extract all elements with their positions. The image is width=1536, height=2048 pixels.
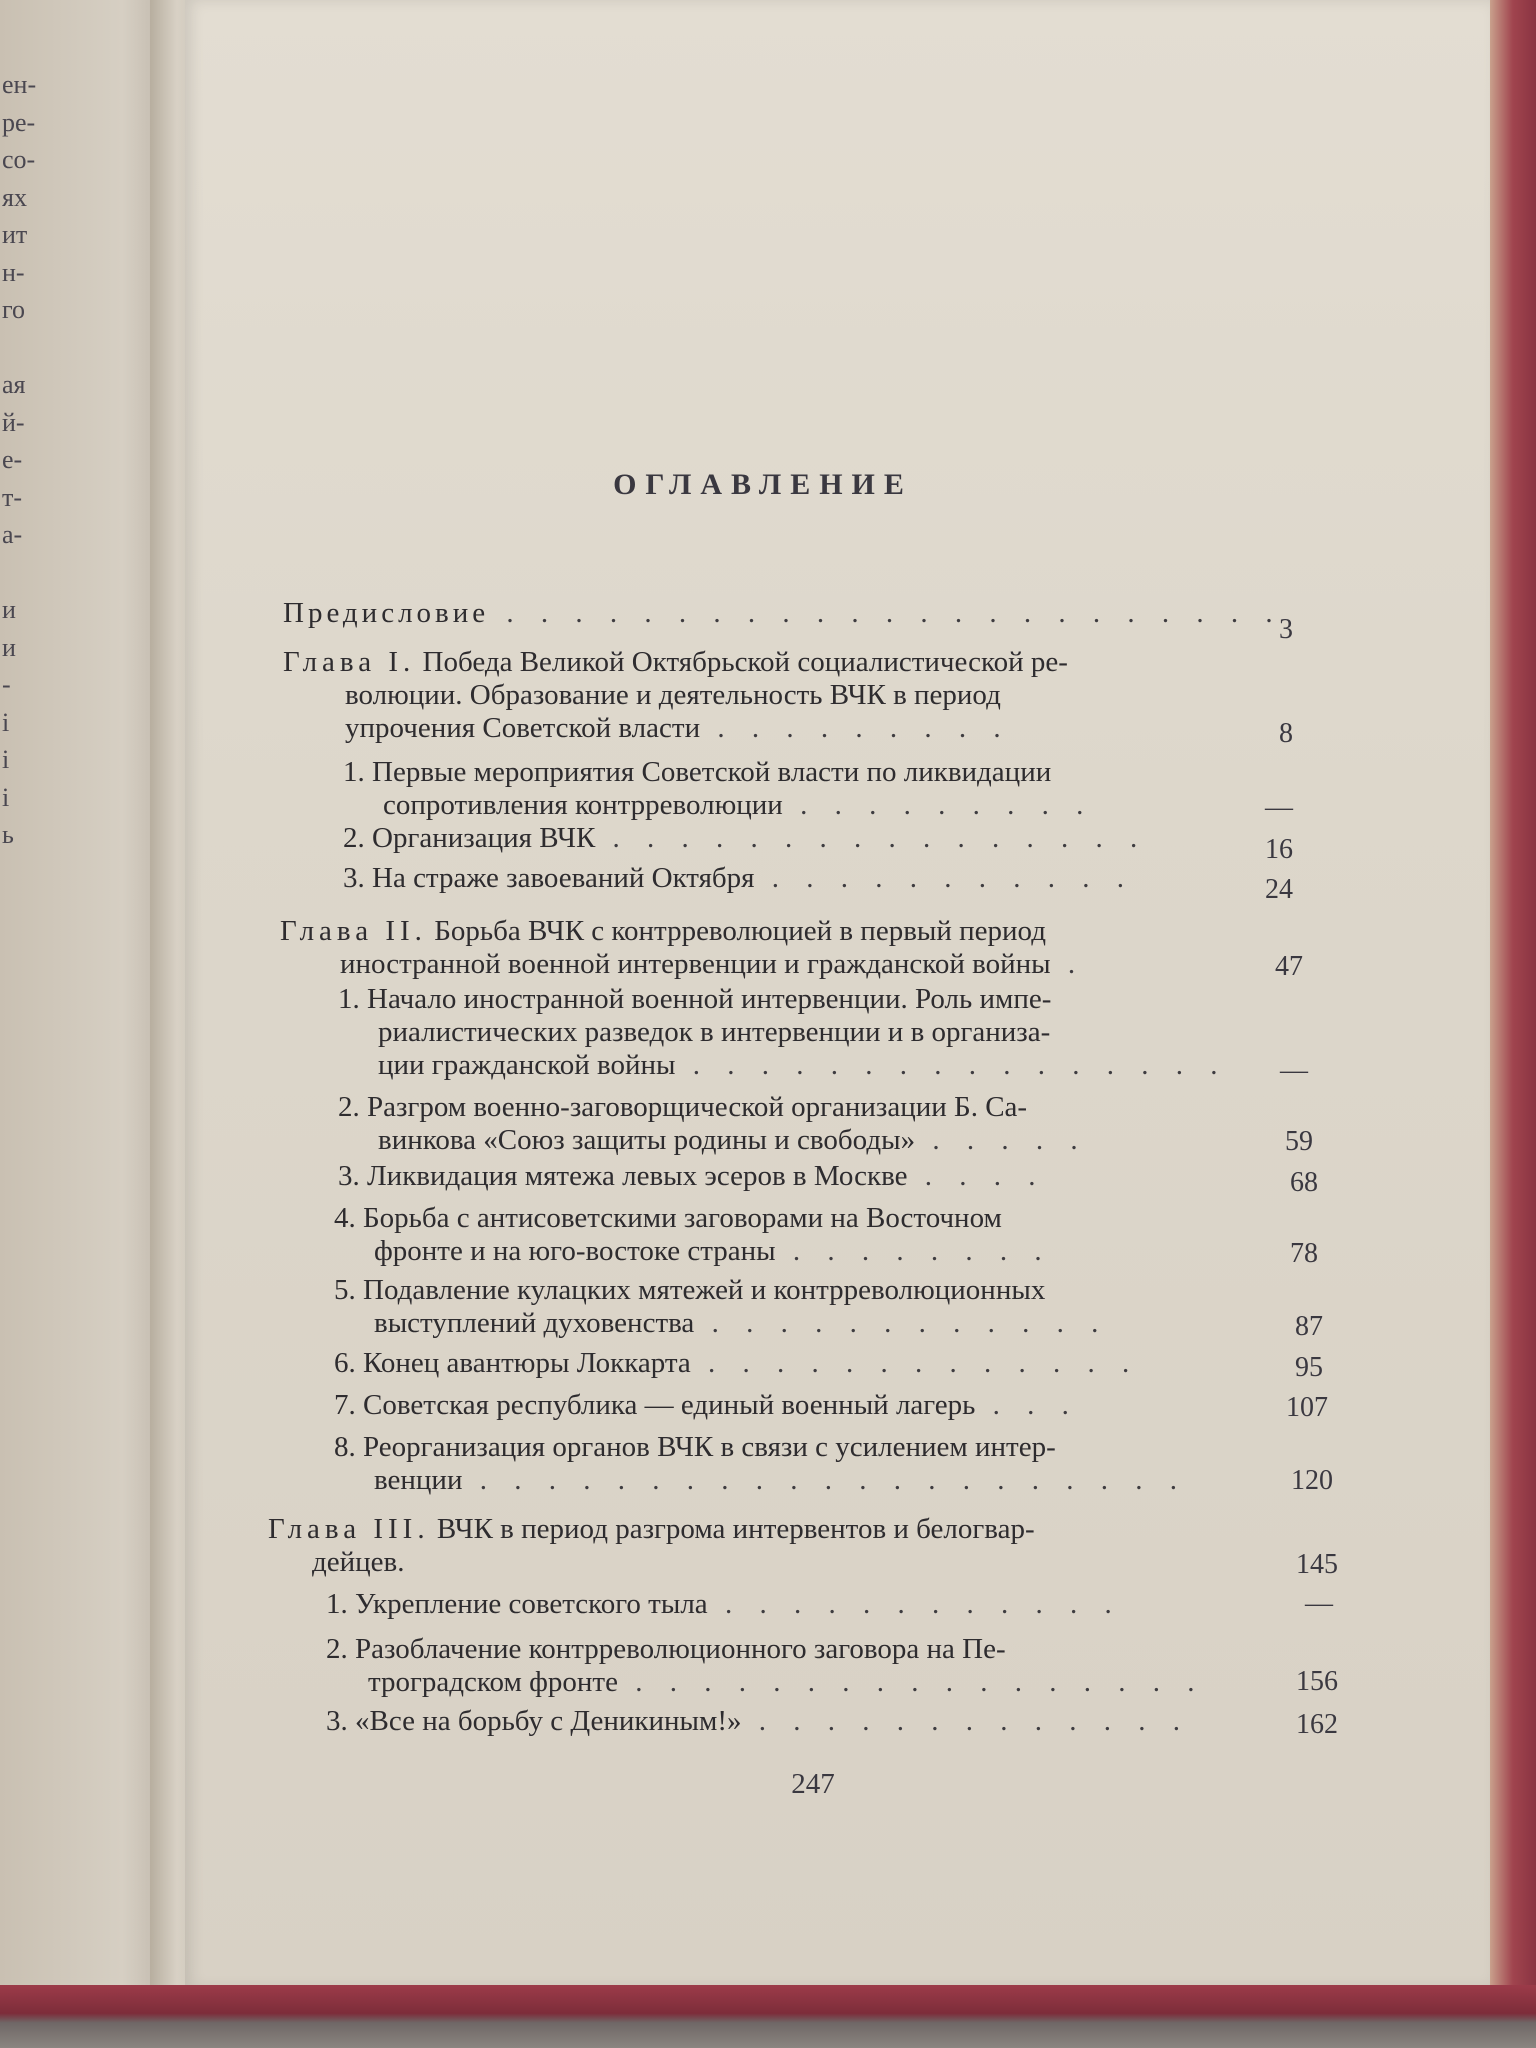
section-number: 6. xyxy=(334,1347,356,1379)
section-number: 2. xyxy=(343,822,365,854)
page-ref: — xyxy=(1265,792,1293,823)
section-number: 3. xyxy=(326,1705,348,1737)
fragment: а- xyxy=(2,520,23,549)
fragment: го xyxy=(2,295,26,324)
section-number: 8. xyxy=(334,1431,356,1463)
section-title-line: Разоблачение контрреволюционного заговора на Пе- xyxy=(355,1633,1006,1665)
section-title-line: троградском фронте xyxy=(368,1666,618,1698)
book-cover-edge xyxy=(1490,0,1536,2048)
chapter-prefix: Глава III. xyxy=(268,1513,430,1545)
toc-section: 8. Реорганизация органов ВЧК в связи с усилением интер- венции . . . . . . . . . . . . . . . . . . . . . xyxy=(334,1431,1187,1496)
section-number: 2. xyxy=(338,1091,360,1123)
page-ref: 95 xyxy=(1295,1352,1323,1383)
toc-section: 7. Советская республика — единый военный лагерь . . . xyxy=(334,1389,1079,1421)
section-title-line: риалистических разведок в интервенции и в организа- xyxy=(378,1016,1051,1048)
book-cover-bottom xyxy=(0,1985,1536,2048)
page-ref: — xyxy=(1280,1055,1308,1086)
page-ref: 107 xyxy=(1286,1392,1328,1423)
section-title-line: Укрепление советского тыла xyxy=(355,1588,708,1620)
section-title-line: фронте и на юго-востоке страны xyxy=(374,1235,776,1267)
chapter-prefix: Глава I. xyxy=(283,646,416,678)
chapter-title-line: Борьба ВЧК с контрреволюцией в первый период xyxy=(434,915,1046,947)
fragment: ен- xyxy=(2,70,37,99)
fragment: ях xyxy=(2,182,27,212)
toc-section: 3. На страже завоеваний Октября . . . . . . . . . . . xyxy=(343,862,1135,894)
fragment: и xyxy=(2,595,16,624)
left-page xyxy=(0,0,175,1985)
chapter-title-line: волюции. Образование и деятельность ВЧК в период xyxy=(345,679,1001,711)
toc-chapter-3 xyxy=(268,1513,1278,1579)
toc-section: 3. «Все на борьбу с Деникиным!» . . . . . . . . . . . . . xyxy=(326,1705,1191,1737)
section-title-line: Первые мероприятия Советской власти по ликвидации xyxy=(372,756,1052,788)
fragment xyxy=(2,329,42,367)
fragment: ит xyxy=(2,220,28,249)
toc-section: 1. Укрепление советского тыла . . . . . . . . . . . . xyxy=(326,1588,1122,1620)
fragment: і xyxy=(2,782,10,812)
toc-section: 2. Разоблачение контрреволюционного заговора на Пе- троградском фронте . . . . . . . . . . . . . . . . . xyxy=(326,1633,1205,1698)
entry-label: Предисловие xyxy=(283,597,490,629)
chapter-title-line: иностранной военной интервенции и гражданской войны xyxy=(340,948,1051,980)
fragment: ре- xyxy=(2,107,36,137)
fragment: і xyxy=(2,745,10,774)
fragment: ая xyxy=(2,370,26,399)
section-title-line: Подавление кулацких мятежей и контрреволюционных xyxy=(363,1274,1046,1306)
section-title-line: На страже завоеваний Октября xyxy=(372,862,755,894)
section-title-line: Реорганизация органов ВЧК в связи с усилением интер- xyxy=(363,1431,1056,1463)
fragment: ь xyxy=(2,820,14,849)
page-ref: 8 xyxy=(1279,718,1293,749)
toc-section: 3. Ликвидация мятежа левых эсеров в Москве . . . . xyxy=(338,1160,1046,1192)
section-number: 1. xyxy=(343,756,365,788)
section-number: 2. xyxy=(326,1633,348,1665)
chapter-prefix: Глава II. xyxy=(280,915,427,947)
left-page-text-fragments xyxy=(2,66,42,854)
section-number: 4. xyxy=(334,1202,356,1234)
fragment: н- xyxy=(2,257,25,287)
fragment: і xyxy=(2,707,10,737)
page-ref: 120 xyxy=(1291,1465,1333,1496)
chapter-title-line: Победа Великой Октябрьской социалистической ре- xyxy=(422,646,1068,678)
section-title-line: выступлений духовенства xyxy=(374,1307,695,1339)
section-title-line: винкова «Союз защиты родины и свободы» xyxy=(378,1124,916,1156)
section-number: 1. xyxy=(338,983,360,1015)
fragment: - xyxy=(2,670,11,699)
page-ref: 47 xyxy=(1275,951,1303,982)
fragment: й- xyxy=(2,407,25,437)
fragment xyxy=(2,554,42,592)
page-ref: — xyxy=(1305,1588,1333,1619)
page-ref: 156 xyxy=(1296,1666,1338,1697)
page-ref: 3 xyxy=(1279,614,1293,645)
page-number: 247 xyxy=(791,1768,835,1800)
section-number: 3. xyxy=(343,862,365,894)
section-number: 7. xyxy=(334,1389,356,1421)
page-ref: 78 xyxy=(1290,1238,1318,1269)
page-ref: 87 xyxy=(1295,1311,1323,1342)
section-title-line: Разгром военно-заговорщической организации Б. Са- xyxy=(367,1091,1028,1123)
section-number: 1. xyxy=(326,1588,348,1620)
page-ref: 162 xyxy=(1296,1709,1338,1740)
section-title-line: Конец авантюры Локкарта xyxy=(363,1347,691,1379)
chapter-title-line: упрочения Советской власти xyxy=(345,712,701,744)
section-title-line: сопротивления контрреволюции xyxy=(383,789,783,821)
fragment: е- xyxy=(2,445,23,474)
toc-section: 2. Организация ВЧК . . . . . . . . . . . . . . . . xyxy=(343,822,1148,854)
toc-heading: ОГЛАВЛЕНИЕ xyxy=(613,468,913,501)
toc-section: 1. Первые мероприятия Советской власти по ликвидации сопротивления контрреволюции . . . . . . . . . xyxy=(343,756,1094,821)
toc-section: 4. Борьба с антисоветскими заговорами на Восточном фронте и на юго-востоке страны . . . . . . . . xyxy=(334,1202,1052,1267)
section-title-line: венции xyxy=(374,1464,463,1496)
section-title-line: Начало иностранной военной интервенции. Роль импе- xyxy=(367,983,1052,1015)
section-title-line: Ликвидация мятежа левых эсеров в Москве xyxy=(367,1160,908,1192)
page-ref: 24 xyxy=(1265,874,1293,905)
fragment: т- xyxy=(2,482,23,512)
toc-chapter-2: Глава II. Борьба ВЧК с контрреволюцией в первый период иностранной военной интервенции и гражданской войны . xyxy=(280,915,1086,980)
toc-section: 5. Подавление кулацких мятежей и контрреволюционных выступлений духовенства . . . . . . . . . . . . xyxy=(334,1274,1109,1339)
section-title-line: «Все на борьбу с Деникиным!» xyxy=(355,1705,742,1737)
page-ref: 16 xyxy=(1265,834,1293,865)
fragment: и xyxy=(2,632,16,662)
section-title-line: Организация ВЧК xyxy=(372,822,596,854)
page-ref: 59 xyxy=(1285,1126,1313,1157)
page-ref: 145 xyxy=(1296,1549,1338,1580)
section-title-line: Советская республика — единый военный лагерь xyxy=(363,1389,976,1421)
section-title-line: Борьба с антисоветскими заговорами на Восточном xyxy=(363,1202,1002,1234)
toc-section: 1. Начало иностранной военной интервенции. Роль импе- риалистических разведок в интервенции и в организа- ции гражданской войны . . . . . . . . . . . . . . . . xyxy=(338,983,1268,1082)
section-title-line: ции гражданской войны xyxy=(378,1049,676,1081)
fragment: со- xyxy=(2,145,36,174)
chapter-title-line: дейцев. xyxy=(312,1546,405,1578)
toc-entry-preface: Предисловие . . . . . . . . . . . . . . . . . . . . . . . xyxy=(283,597,1283,629)
toc-chapter-1: Глава I. Победа Великой Октябрьской социалистической ре- волюции. Образование и деятельность ВЧК в период упрочения Советской власти . . . . . . . . . xyxy=(283,646,1263,745)
chapter-title-line: ВЧК в период разгрома интервентов и белогвар- xyxy=(436,1513,1035,1545)
toc-section: 2. Разгром военно-заговорщической организации Б. Са- винкова «Союз защиты родины и свободы» . . . . . xyxy=(338,1091,1088,1156)
page-ref: 68 xyxy=(1290,1167,1318,1198)
section-number: 5. xyxy=(334,1274,356,1306)
toc-section: 6. Конец авантюры Локкарта . . . . . . . . . . . . . xyxy=(334,1347,1140,1379)
section-number: 3. xyxy=(338,1160,360,1192)
